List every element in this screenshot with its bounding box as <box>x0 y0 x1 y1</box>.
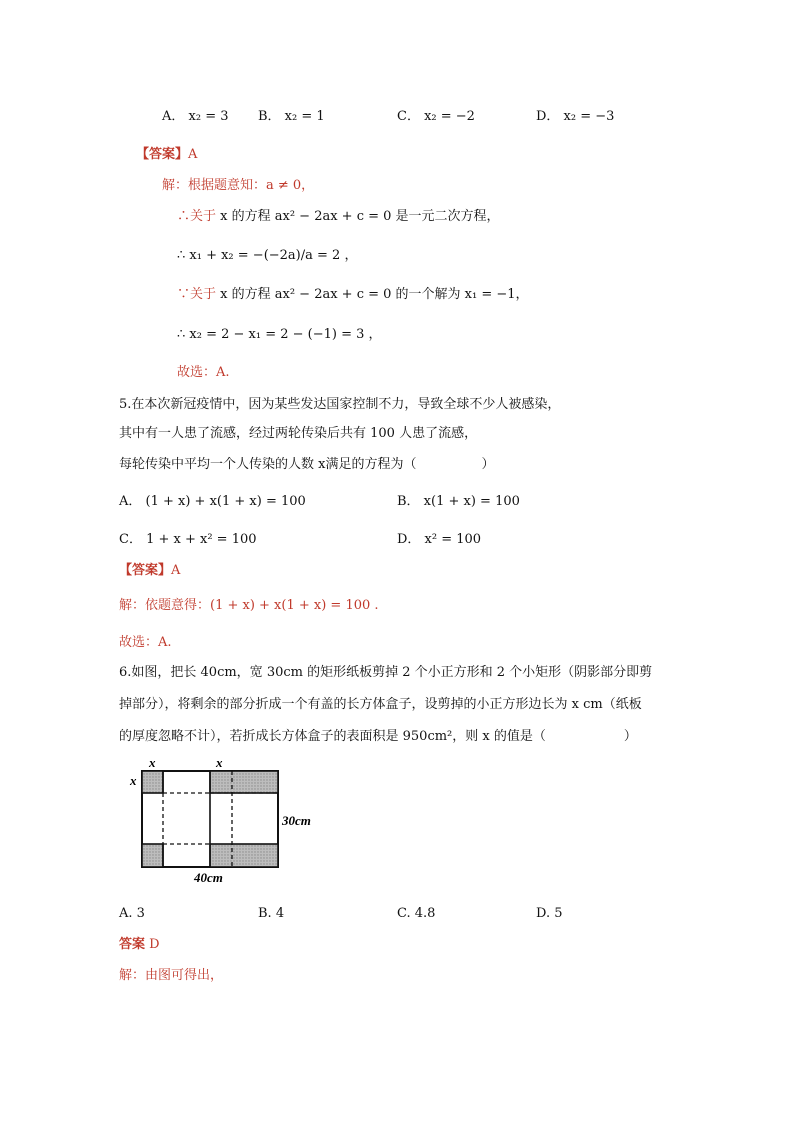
figure-label-x-left: x <box>130 773 137 788</box>
q4-answer-label: 【答案】 <box>136 147 189 162</box>
q4-step1-rest: x 的方程 ax² − 2ax + c = 0 是一元二次方程， <box>216 209 500 224</box>
q4-option-d: D． x₂ = −3 <box>536 109 615 124</box>
q4-answer <box>136 146 197 164</box>
q6-option-a: A. 3 <box>119 906 145 921</box>
figure-label-x-top-mid: x <box>216 755 223 770</box>
q6-answer <box>119 936 160 954</box>
q5-conclusion: 故选：A. <box>119 635 172 650</box>
q4-step1-prefix: ∴关于 <box>177 209 217 224</box>
q5-answer-label: 【答案】 <box>119 563 172 578</box>
q5-option-b: B． x(1 + x) = 100 <box>397 494 520 509</box>
figure-label-width: 30cm <box>282 813 311 828</box>
q4-option-b: B． x₂ = 1 <box>258 109 325 124</box>
q4-step3-prefix: ∵关于 <box>177 287 217 302</box>
q5-answer <box>119 562 180 580</box>
q5-line1: 5.在本次新冠疫情中，因为某些发达国家控制不力，导致全球不少人被感染， <box>119 397 561 412</box>
q5-solution: 解：依题意得：(1 + x) + x(1 + x) = 100 . <box>119 598 379 613</box>
q6-answer-value: D <box>149 937 160 952</box>
figure-label-x-top-left: x <box>149 755 156 770</box>
shaded-square-bottom-left <box>142 844 163 867</box>
q6-line1: 6.如图，把长 40cm，宽 30cm 的矩形纸板剪掉 2 个小正方形和 2 个小矩形（阴影部分即剪 <box>119 665 653 680</box>
q5-option-d: D． x² = 100 <box>397 532 482 547</box>
q4-solution-step3 <box>177 286 529 304</box>
q4-step3-rest: x 的方程 ax² − 2ax + c = 0 的一个解为 x₁ = −1， <box>216 287 529 302</box>
shaded-rect-top-right <box>210 771 278 793</box>
q4-option-a: A． x₂ = 3 <box>162 109 229 124</box>
q6-solution: 解：由图可得出， <box>119 968 224 983</box>
q4-answer-value: A <box>188 147 198 162</box>
shaded-rect-bottom-right <box>210 844 278 867</box>
q6-cardboard-figure <box>128 755 328 885</box>
q4-solution-step2: ∴ x₁ + x₂ = −(−2a)/a = 2 ， <box>177 248 358 263</box>
q6-answer-label: 答案 <box>119 937 146 952</box>
q6-option-b: B. 4 <box>258 906 285 921</box>
q5-option-c: C． 1 + x + x² = 100 <box>119 532 257 547</box>
q4-conclusion: 故选：A. <box>177 365 230 380</box>
q6-option-d: D. 5 <box>536 906 563 921</box>
q5-line3: 每轮传染中平均一个人传染的人数 x满足的方程为（ ） <box>119 457 495 472</box>
q5-line2: 其中有一人患了流感，经过两轮传染后共有 100 人患了流感， <box>119 426 478 441</box>
q4-solution-intro: 解：根据题意知：a ≠ 0， <box>162 178 315 193</box>
q6-line3: 的厚度忽略不计），若折成长方体盒子的表面积是 950cm²，则 x 的值是（ ） <box>119 729 637 744</box>
figure-label-length: 40cm <box>194 870 223 885</box>
shaded-square-top-left <box>142 771 163 793</box>
q6-line2: 掉部分），将剩余的部分折成一个有盖的长方体盒子，设剪掉的小正方形边长为 x cm（纸板 <box>119 697 642 712</box>
q6-option-c: C. 4.8 <box>397 906 436 921</box>
q4-solution-step1 <box>177 208 500 226</box>
q5-option-a: A． (1 + x) + x(1 + x) = 100 <box>119 494 306 509</box>
q4-solution-step4: ∴ x₂ = 2 − x₁ = 2 − (−1) = 3 ， <box>177 327 382 342</box>
q5-answer-value: A <box>171 563 181 578</box>
q4-option-c: C． x₂ = −2 <box>397 109 475 124</box>
